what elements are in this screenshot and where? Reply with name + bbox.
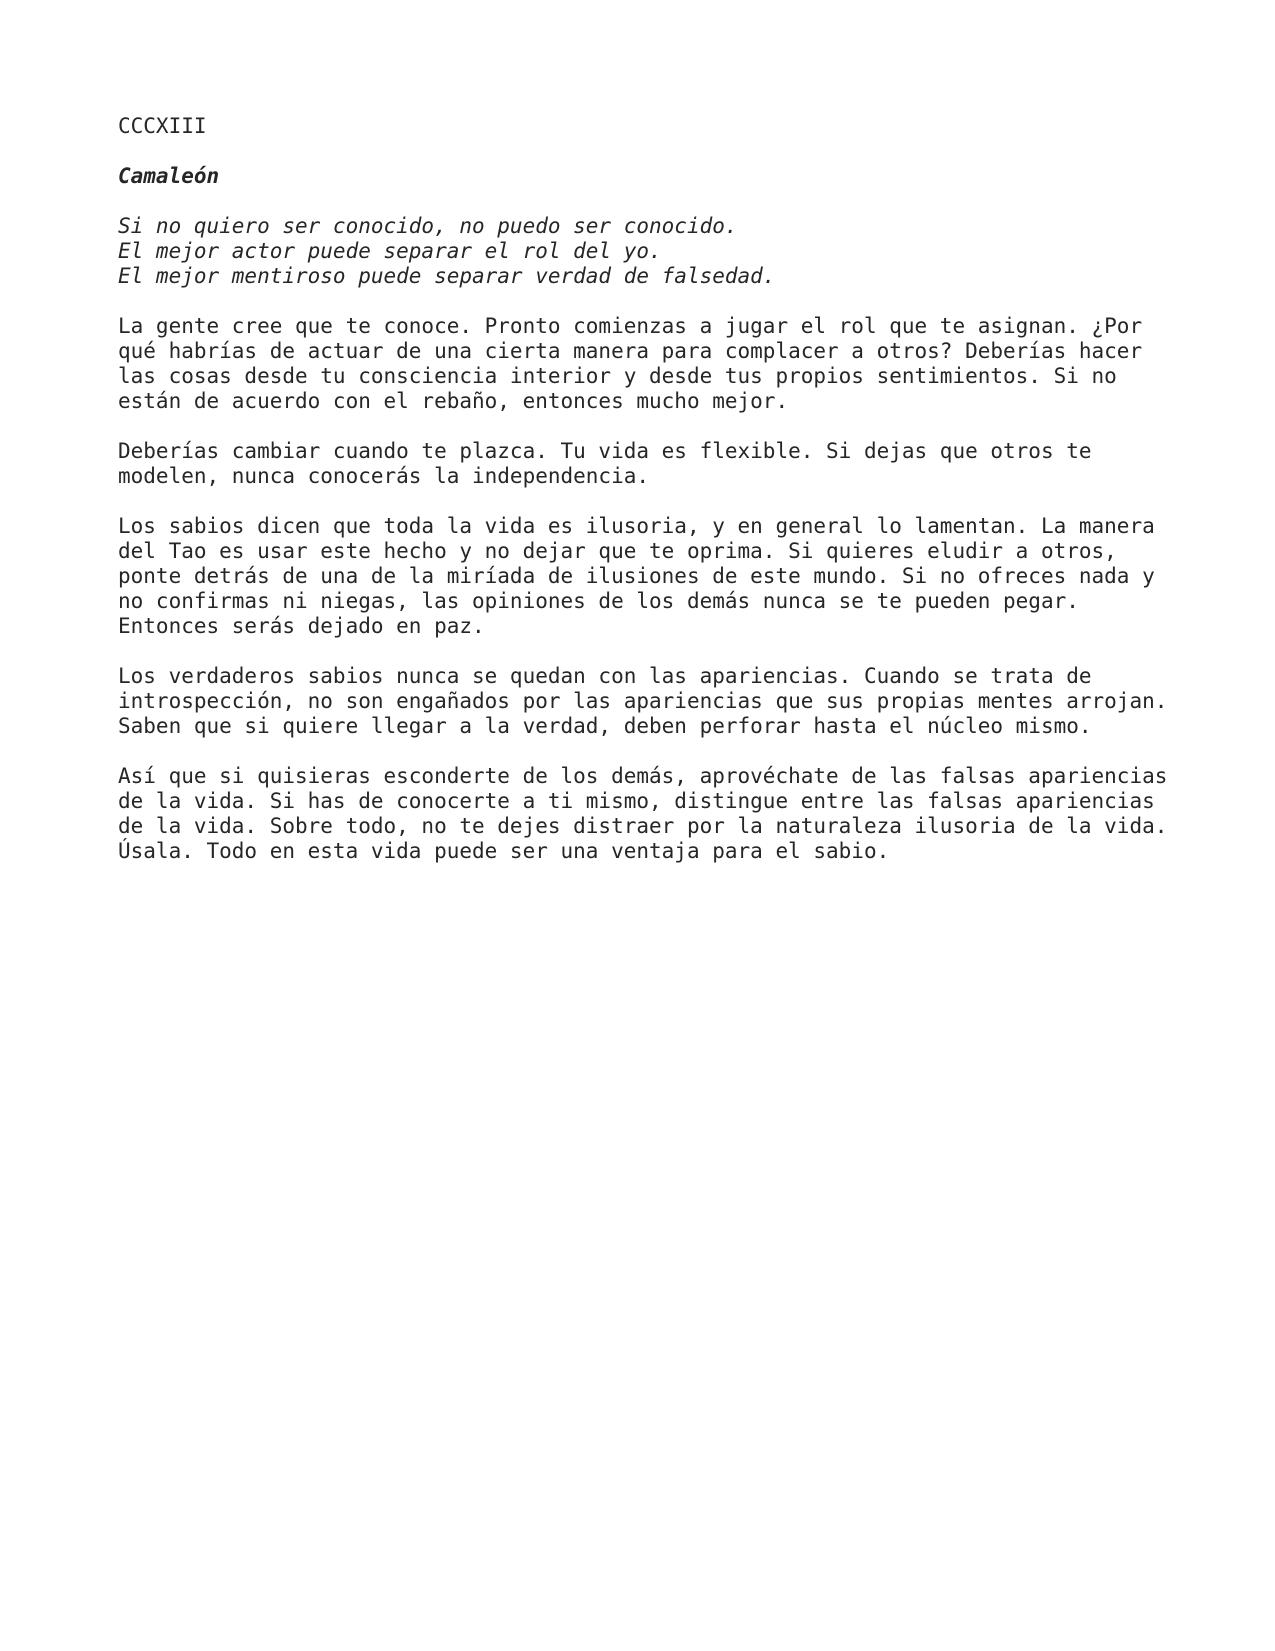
verse-line: Si no quiero ser conocido, no puedo ser conocido. (118, 214, 738, 238)
paragraph-line: modelen, nunca conocerás la independencia. (118, 464, 650, 488)
epigraph-verse (118, 214, 1218, 289)
paragraph-line: de la vida. Si has de conocerte a ti mismo, distingue entre las falsas apariencias (118, 789, 1155, 813)
paragraph-line: Úsala. Todo en esta vida puede ser una ventaja para el sabio. (118, 839, 890, 863)
paragraph-line: Los verdaderos sabios nunca se quedan con las apariencias. Cuando se trata de (118, 664, 1092, 688)
paragraph-line: Los sabios dicen que toda la vida es ilusoria, y en general lo lamentan. La manera (118, 514, 1155, 538)
paragraph-line: están de acuerdo con el rebaño, entonces mucho mejor. (118, 389, 789, 413)
paragraph-line: Entonces serás dejado en paz. (118, 614, 485, 638)
verse-line: El mejor actor puede separar el rol del yo. (118, 239, 662, 263)
chapter-number-block (118, 114, 1218, 139)
paragraph (118, 764, 1218, 864)
paragraph-line: qué habrías de actuar de una cierta manera para complacer a otros? Deberías hacer (118, 339, 1143, 363)
paragraph-line: Así que si quisieras esconderte de los demás, aprovéchate de las falsas apariencias (118, 764, 1168, 788)
document-page (118, 114, 1218, 889)
verse-line: El mejor mentiroso puede separar verdad de falsedad. (118, 264, 776, 288)
paragraph-line: ponte detrás de una de la miríada de ilusiones de este mundo. Si no ofreces nada y (118, 564, 1155, 588)
chapter-title-block (118, 164, 1218, 189)
paragraph-line: del Tao es usar este hecho y no dejar que te oprima. Si quieres eludir a otros, (118, 539, 1117, 563)
chapter-number: CCCXIII (118, 114, 207, 138)
paragraph-line: La gente cree que te conoce. Pronto comienzas a jugar el rol que te asignan. ¿Por (118, 314, 1143, 338)
paragraph (118, 439, 1218, 489)
paragraph (118, 314, 1218, 414)
paragraph-line: no confirmas ni niegas, las opiniones de los demás nunca se te pueden pegar. (118, 589, 1079, 613)
paragraph-line: de la vida. Sobre todo, no te dejes distraer por la naturaleza ilusoria de la vida. (118, 814, 1168, 838)
paragraph (118, 514, 1218, 639)
paragraph-line: Deberías cambiar cuando te plazca. Tu vida es flexible. Si dejas que otros te (118, 439, 1092, 463)
paragraph-line: Saben que si quiere llegar a la verdad, deben perforar hasta el núcleo mismo. (118, 714, 1092, 738)
chapter-title: Camaleón (118, 164, 220, 188)
paragraph (118, 664, 1218, 739)
paragraph-line: las cosas desde tu consciencia interior y desde tus propios sentimientos. Si no (118, 364, 1117, 388)
paragraph-line: introspección, no son engañados por las apariencias que sus propias mentes arrojan. (118, 689, 1168, 713)
